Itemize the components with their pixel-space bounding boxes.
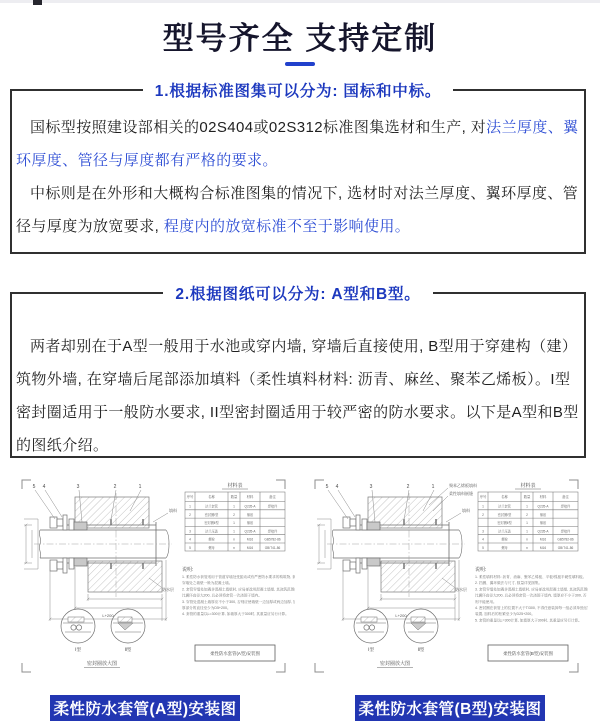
parts-table-cell: 螺栓 [208,537,215,542]
paragraph-text: 中标则是在外形和大概构合标准图集的情况下, 选材时对法兰厚度、翼环厚度、管径与厚度为放宽要求, [16,185,579,235]
paragraph-text: 国标型按照建设部相关的02S404或02S312标准图集选材和生产, 对 [30,119,487,136]
part-number-label: 1 [138,484,142,490]
parts-table-cell: 4 [189,537,191,542]
section1-paragraph2 [16,177,580,243]
technical-drawing-sheet [12,475,295,690]
drawing-type-b [305,475,588,690]
dimension-label: L+200 [395,613,407,618]
drawing-note-line: 则不能使用。 [475,599,497,604]
parts-table-header: 备注 [562,495,569,499]
parts-table-cell: Q235-A [244,529,256,534]
parts-table-cell: 2 [189,512,191,517]
seal-type1-label: Ⅰ型 [75,647,81,652]
section2-heading-row [12,282,584,304]
material-label-right-top: 填料 [169,508,177,513]
parts-table-cell: 橡胶 [246,512,254,517]
drawing-note-line: 4. 密封圈在套管上的位置不大于T/300, 不得任意装卸每一组必须单独压紧 [475,606,588,610]
drawing-note-line: 2. 套管穿墙处如遇非混凝土墙壁时, 应局部改用混凝土墙壁, 其浇筑范围应 [182,587,295,592]
section2-heading: 2.根据图纸可以分为: A型和B型。 [163,286,432,303]
part-number-label: 4 [42,484,46,490]
drawing-note-line: 2. 挡圈、翼环做法与尺寸, 数量详见图集。 [475,581,543,586]
paragraph-text-highlight: 程度内的放宽标准不至于影响使用。 [163,218,411,235]
caption-type-b: 柔性防水套管(B型)安装图 [355,695,545,721]
parts-table-cell: 螺栓 [501,537,508,542]
parts-table-cell: GB/T41-86 [557,546,574,550]
wall-hatch-sections [75,497,162,592]
parts-table-cell: Q235-A [537,529,549,534]
parts-table-cell: 橡胶 [539,512,547,517]
seal-type2-label: Ⅱ型 [124,647,132,652]
parts-table-cell: 橡胶 [246,521,254,526]
parts-table-cell: 螺母 [501,546,508,550]
drawing-note-line: 厚部分的直径至少为D5+200。 [182,606,231,610]
parts-table-cell: n [526,537,528,542]
parts-table-header: 名称 [208,495,215,499]
seal-detail-caption: 密封圈放大图 [379,661,411,667]
parts-table-cell: GB/T41-86 [264,546,281,550]
title-divider [285,62,315,66]
parts-table-cell: 焊接件 [267,504,278,509]
parts-table-cell: 螺母 [208,546,215,550]
parts-table-cell: M16 [539,537,547,542]
parts-table-cell: Q235-A [537,504,549,509]
drawing-note-line: 装置, 加料后的松紧至少为D25+200。 [475,612,535,617]
material-label-right-bottom: 防水层 [455,587,467,592]
section-type-classification [10,286,586,458]
part-number-label: 5 [325,484,329,490]
section2-paragraph [16,330,580,462]
drawing-type-a [12,475,295,690]
parts-table-grid [478,492,578,551]
notes-title: 说明: [475,567,487,573]
part-number-label: 5 [32,484,36,490]
seal-type2-label: Ⅱ型 [417,647,425,652]
drawing-note-line: 比翼环直径大200, 且必须将套管一次浇固于墙内, 墙厚应不小于300, 否 [475,593,587,598]
parts-table-cell: n [233,546,235,550]
parts-table-cell: 4 [482,537,484,542]
paragraph-text-highlight: 法兰厚度、翼环厚度、管径与厚度都有严格的要求。 [16,119,579,169]
part-number-label: 4 [335,484,339,490]
section1-paragraph1 [16,111,580,177]
parts-table-cell: GB5782-86 [264,537,281,542]
caption-type-a: 柔性防水套管(A型)安装图 [50,695,240,721]
paragraph-text: 两者却别在于A型一般用于水池或穿内墙, 穿墙后直接使用, B型用于穿建构（建）筑物外墙, 在穿墙后尾部添加填料（柔性填料材料: 沥青、麻丝、聚苯乙烯板）。I型密封圈适用于一般防水要求, II型密封圈适用于较严密的防水要求。以下是A型和B型的图纸介绍。 [16,338,579,454]
callout-label: 柔性填料嵌缝 [449,491,473,496]
section1-body [12,91,584,243]
parts-table-header: 材料 [246,495,254,499]
parts-table-cell: n [233,537,235,542]
parts-table-cell: 密封圈Ⅱ型 [204,521,219,526]
parts-table-cell: 1 [189,504,191,509]
parts-table-cell: 5 [482,546,484,550]
parts-table-cell: 3 [189,529,191,534]
drawing-note-line: 5. 套管的重量以L=300计算, 如墙厚大于300时, 其重量应另行计算。 [475,618,582,623]
drawings-row [0,475,600,690]
seal-type1-label: Ⅰ型 [368,647,374,652]
parts-table-cell: 焊接件 [560,529,571,534]
part-number-label: 3 [369,484,373,490]
part-number-label: 2 [406,484,410,490]
title-block-text: 柔性防水套管(B型)安装图 [503,651,553,656]
drawing-note-line: 1. 柔性填料材料: 沥青、油麻、聚苯乙烯板、平板/弧板半硬性填料板。 [475,575,587,579]
parts-table-header: 材料 [539,495,547,499]
parts-table-cell: 橡胶 [539,521,547,526]
part-number-label: 2 [113,484,117,490]
section1-heading-row [12,79,584,101]
parts-table-title: 材料表 [520,483,536,489]
parts-table-header: 数量 [523,495,531,499]
title-block-text: 柔性防水套管(A型)安装图 [210,651,260,656]
parts-table-cell: GB5782-86 [557,537,574,542]
parts-table-cell: 法兰压盖 [205,529,218,534]
top-left-mark [33,0,42,5]
section2-body [12,294,584,462]
parts-table-cell: n [526,546,528,550]
parts-table-cell: M16 [246,537,254,542]
part-number-label: 1 [431,484,435,490]
parts-table-cell: 3 [482,529,484,534]
part-number-label: 3 [76,484,80,490]
notes-title: 说明: [182,567,194,573]
section-standard-classification [10,83,586,254]
parts-table-header: 序号 [479,495,487,499]
parts-table-cell: M16 [246,546,254,550]
dimension-label: L+200 [102,613,114,618]
parts-table-cell: 1 [526,504,528,509]
parts-table-header: 备注 [269,495,276,499]
drawing-note-line: 1. 柔性防水套管适用于管道穿墙处受振动或有严密防水要求的构筑物, 套管 [182,575,295,579]
parts-table-cell: 焊接件 [267,529,278,534]
drawing-note-line: 4. 套管的重量以L=300计算, 如墙厚大于300时, 其重量应另行计算。 [182,612,289,617]
parts-table-cell: 1 [233,504,235,509]
callout-label: 聚苯乙烯板填料 [449,483,477,488]
parts-table-cell: 焊接件 [560,504,571,509]
parts-table-cell: 1 [233,521,235,526]
page-top-strip [0,0,600,3]
parts-table-cell: 密封圈Ⅱ型 [497,521,512,526]
drawing-note-line: 比翼环直径大200, 且必须将套管一次浇固于墙内。 [182,593,262,598]
seal-detail-caption: 密封圈放大图 [86,661,118,667]
parts-table-cell: 1 [482,504,484,509]
parts-table-cell: 法兰套管 [205,504,218,509]
drawing-note-line: 3. 穿管处混凝土墙厚应不小于300, 否则应使墙壁一边加厚或两边加厚, 加 [182,599,295,604]
parts-table-cell: 2 [233,512,235,517]
material-label-right-bottom: 防水层 [162,587,174,592]
parts-table-cell: 密封圈Ⅰ型 [497,512,512,517]
material-label-right-top: 填料 [462,508,470,513]
parts-table-title: 材料表 [227,483,243,489]
section1-heading: 1.根据标准图集可以分为: 国标和中标。 [143,83,453,100]
parts-table-cell: M16 [539,546,547,550]
parts-table-grid [185,492,285,551]
parts-table-cell: Q235-A [244,504,256,509]
drawing-note-line: 3. 套管穿墙处如遇非混凝土墙壁时, 应局部改用混凝土墙壁, 其浇筑范围应 [475,587,588,592]
parts-table-cell: 密封圈Ⅰ型 [204,512,219,517]
parts-table-cell: 1 [526,521,528,526]
parts-table-cell: 法兰套管 [498,504,511,509]
parts-table-cell: 法兰压盖 [498,529,511,534]
parts-table-header: 序号 [186,495,194,499]
drawing-note-line: 穿墙处之墙壁一般为混凝土墙。 [182,581,233,586]
parts-table-header: 数量 [230,495,238,499]
technical-drawing-sheet [305,475,588,690]
parts-table-cell: 2 [526,512,528,517]
parts-table-cell: 2 [482,512,484,517]
wall-hatch-sections [368,497,455,592]
parts-table-header: 名称 [501,495,508,499]
parts-table-cell: 1 [526,529,528,534]
page-title: 型号齐全 支持定制 [162,21,438,56]
parts-table-cell: 1 [233,529,235,534]
parts-table-cell: 5 [189,546,191,550]
